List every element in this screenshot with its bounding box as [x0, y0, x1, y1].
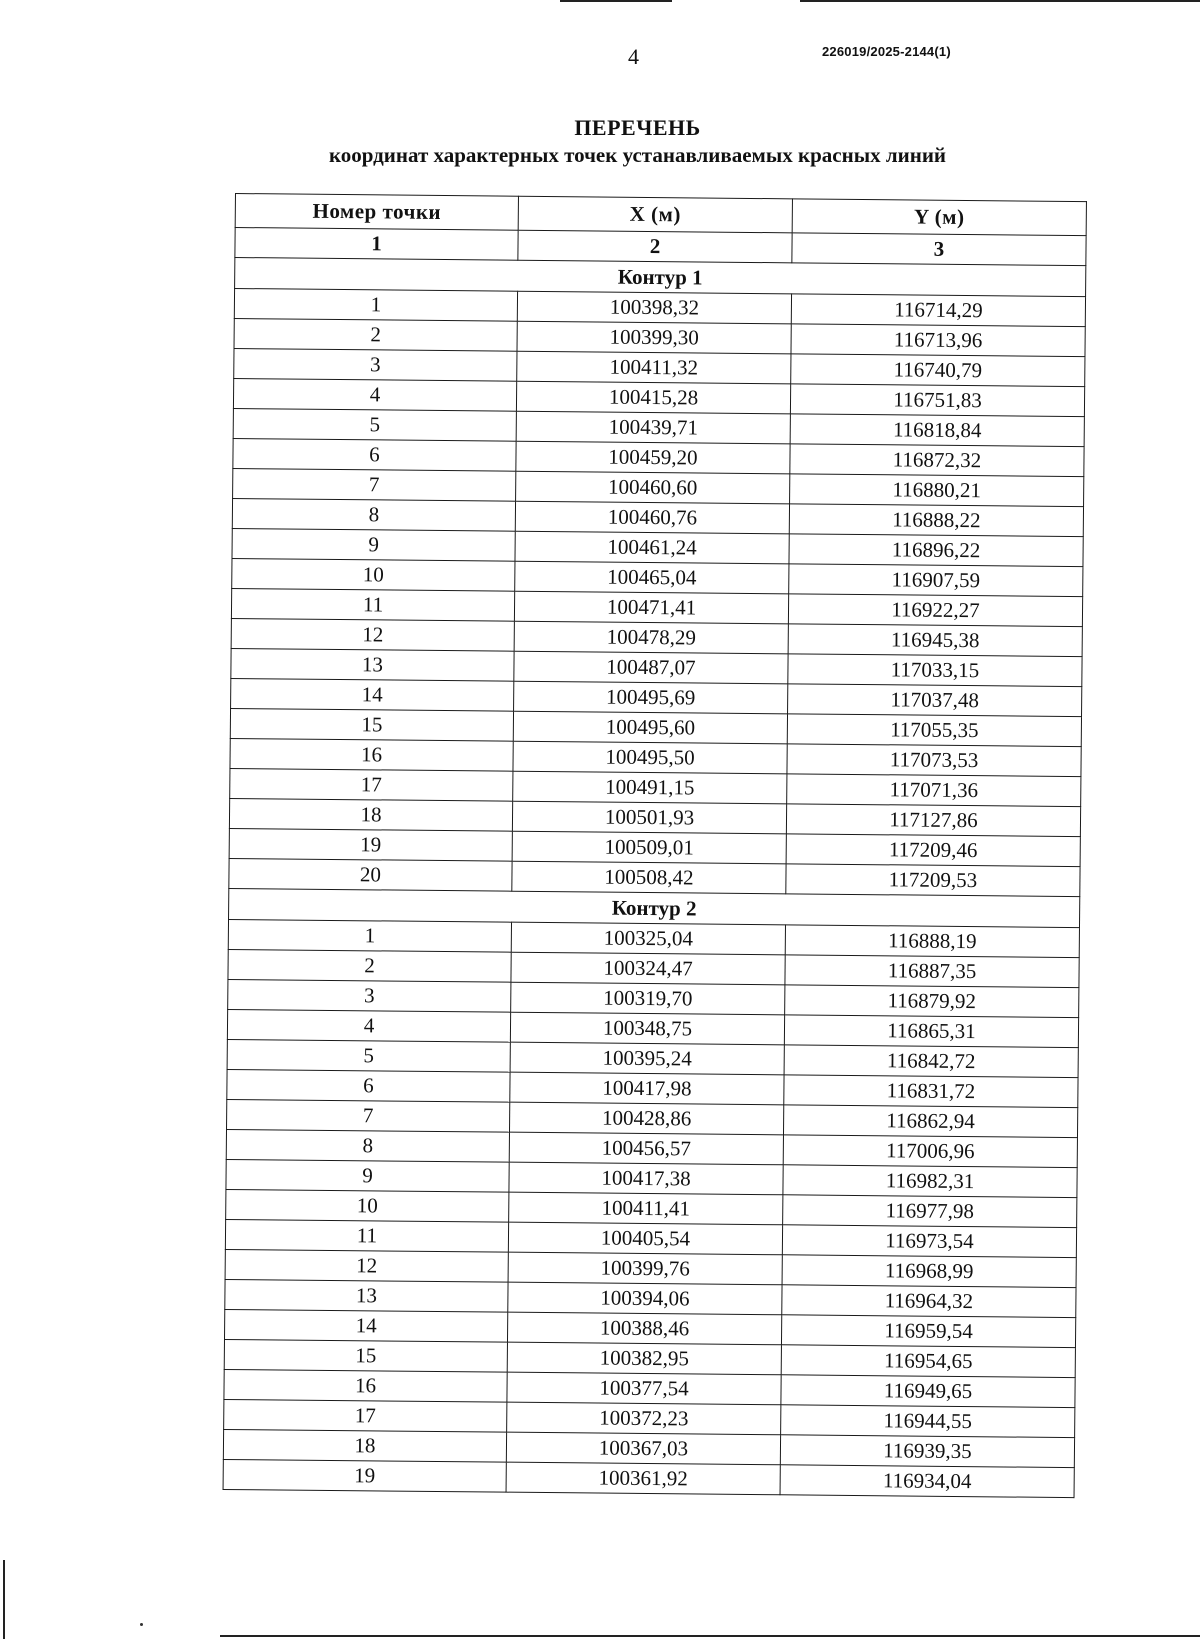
x-coordinate-cell: 100501,93 — [512, 801, 786, 834]
point-number-cell: 9 — [226, 1159, 509, 1192]
point-number-cell: 5 — [227, 1039, 510, 1072]
header-y: Y (м) — [792, 199, 1086, 236]
y-coordinate-cell: 116949,65 — [781, 1375, 1075, 1408]
point-number-cell: 7 — [227, 1099, 510, 1132]
x-coordinate-cell: 100495,50 — [513, 741, 787, 774]
x-coordinate-cell: 100417,38 — [509, 1162, 783, 1195]
y-coordinate-cell: 116714,29 — [791, 294, 1085, 327]
x-coordinate-cell: 100395,24 — [510, 1042, 784, 1075]
x-coordinate-cell: 100478,29 — [514, 621, 788, 654]
point-number-cell: 13 — [225, 1279, 508, 1312]
point-number-cell: 12 — [225, 1249, 508, 1282]
y-coordinate-cell: 116939,35 — [780, 1435, 1074, 1468]
x-coordinate-cell: 100372,23 — [507, 1402, 781, 1435]
x-coordinate-cell: 100361,92 — [506, 1462, 780, 1495]
scan-edge-top-left — [560, 0, 672, 2]
y-coordinate-cell: 116964,32 — [782, 1285, 1076, 1318]
x-coordinate-cell: 100461,24 — [515, 531, 789, 564]
point-number-cell: 19 — [223, 1459, 506, 1492]
y-coordinate-cell: 116831,72 — [784, 1075, 1078, 1108]
scan-edge-bottom — [220, 1635, 1200, 1637]
x-coordinate-cell: 100465,04 — [515, 561, 789, 594]
y-coordinate-cell: 117006,96 — [783, 1135, 1077, 1168]
point-number-cell: 10 — [232, 558, 515, 591]
x-coordinate-cell: 100398,32 — [517, 291, 791, 324]
point-number-cell: 8 — [232, 498, 515, 531]
contour-title: Контур 2 — [229, 888, 1080, 927]
y-coordinate-cell: 116907,59 — [789, 564, 1083, 597]
point-number-cell: 1 — [234, 289, 517, 322]
x-coordinate-cell: 100411,41 — [509, 1192, 783, 1225]
column-number: 2 — [518, 230, 792, 263]
point-number-cell: 10 — [226, 1189, 509, 1222]
y-coordinate-cell: 117073,53 — [787, 744, 1081, 777]
y-coordinate-cell: 116865,31 — [784, 1015, 1078, 1048]
point-number-cell: 15 — [224, 1339, 507, 1372]
point-number-cell: 19 — [229, 828, 512, 861]
contour-title: Контур 1 — [235, 258, 1086, 297]
point-number-cell: 16 — [224, 1369, 507, 1402]
x-coordinate-cell: 100439,71 — [516, 411, 790, 444]
point-number-cell: 12 — [231, 618, 514, 651]
x-coordinate-cell: 100508,42 — [512, 861, 786, 894]
point-number-cell: 1 — [228, 919, 511, 952]
y-coordinate-cell: 117033,15 — [788, 654, 1082, 687]
point-number-cell: 13 — [231, 648, 514, 681]
x-coordinate-cell: 100399,76 — [508, 1252, 782, 1285]
x-coordinate-cell: 100319,70 — [511, 982, 785, 1015]
x-coordinate-cell: 100394,06 — [508, 1282, 782, 1315]
y-coordinate-cell: 116968,99 — [782, 1255, 1076, 1288]
point-number-cell: 3 — [228, 979, 511, 1012]
x-coordinate-cell: 100382,95 — [507, 1342, 781, 1375]
point-number-cell: 5 — [233, 408, 516, 441]
y-coordinate-cell: 117071,36 — [787, 774, 1081, 807]
point-number-cell: 2 — [234, 318, 517, 351]
y-coordinate-cell: 116888,19 — [785, 925, 1079, 958]
y-coordinate-cell: 116973,54 — [782, 1225, 1076, 1258]
y-coordinate-cell: 116713,96 — [791, 324, 1085, 357]
header-point-number: Номер точки — [235, 194, 518, 231]
point-number-cell: 11 — [231, 588, 514, 621]
point-number-cell: 16 — [230, 738, 513, 771]
y-coordinate-cell: 116879,92 — [785, 985, 1079, 1018]
point-number-cell: 18 — [229, 798, 512, 831]
y-coordinate-cell: 117209,53 — [786, 864, 1080, 897]
point-number-cell: 2 — [228, 949, 511, 982]
point-number-cell: 6 — [227, 1069, 510, 1102]
scan-edge-top-right — [800, 0, 1200, 2]
y-coordinate-cell: 116887,35 — [785, 955, 1079, 988]
scan-speck — [140, 1623, 143, 1626]
point-number-cell: 4 — [233, 378, 516, 411]
x-coordinate-cell: 100509,01 — [512, 831, 786, 864]
y-coordinate-cell: 116982,31 — [783, 1165, 1077, 1198]
x-coordinate-cell: 100415,28 — [516, 381, 790, 414]
y-coordinate-cell: 116896,22 — [789, 534, 1083, 567]
y-coordinate-cell: 117037,48 — [788, 684, 1082, 717]
x-coordinate-cell: 100460,60 — [516, 471, 790, 504]
y-coordinate-cell: 116880,21 — [790, 474, 1084, 507]
page-number: 4 — [628, 44, 639, 69]
y-coordinate-cell: 117209,46 — [786, 834, 1080, 867]
y-coordinate-cell: 116977,98 — [783, 1195, 1077, 1228]
y-coordinate-cell: 116945,38 — [788, 624, 1082, 657]
point-number-cell: 9 — [232, 528, 515, 561]
x-coordinate-cell: 100411,32 — [517, 351, 791, 384]
point-number-cell: 7 — [233, 468, 516, 501]
column-number: 3 — [792, 233, 1086, 266]
y-coordinate-cell: 116862,94 — [783, 1105, 1077, 1138]
point-number-cell: 18 — [223, 1429, 506, 1462]
y-coordinate-cell: 116954,65 — [781, 1345, 1075, 1378]
x-coordinate-cell: 100495,69 — [514, 681, 788, 714]
point-number-cell: 17 — [224, 1399, 507, 1432]
point-number-cell: 15 — [230, 708, 513, 741]
point-number-cell: 8 — [226, 1129, 509, 1162]
point-number-cell: 14 — [224, 1309, 507, 1342]
column-number: 1 — [235, 228, 518, 261]
x-coordinate-cell: 100399,30 — [517, 321, 791, 354]
document-subtitle: координат характерных точек устанавливаемых красных линий — [328, 143, 947, 167]
point-number-cell: 3 — [234, 348, 517, 381]
y-coordinate-cell: 116751,83 — [790, 384, 1084, 417]
y-coordinate-cell: 117127,86 — [786, 804, 1080, 837]
x-coordinate-cell: 100456,57 — [509, 1132, 783, 1165]
y-coordinate-cell: 116842,72 — [784, 1045, 1078, 1078]
y-coordinate-cell: 116740,79 — [791, 354, 1085, 387]
x-coordinate-cell: 100428,86 — [509, 1102, 783, 1135]
y-coordinate-cell: 116872,32 — [790, 444, 1084, 477]
x-coordinate-cell: 100367,03 — [506, 1432, 780, 1465]
x-coordinate-cell: 100324,47 — [511, 952, 785, 985]
y-coordinate-cell: 116934,04 — [780, 1465, 1074, 1498]
x-coordinate-cell: 100377,54 — [507, 1372, 781, 1405]
scan-edge-left — [3, 1560, 5, 1639]
document-title: ПЕРЕЧЕНЬ — [574, 115, 701, 140]
point-number-cell: 17 — [230, 768, 513, 801]
header-x: X (м) — [518, 196, 792, 233]
x-coordinate-cell: 100487,07 — [514, 651, 788, 684]
x-coordinate-cell: 100388,46 — [507, 1312, 781, 1345]
x-coordinate-cell: 100405,54 — [508, 1222, 782, 1255]
point-number-cell: 14 — [231, 678, 514, 711]
x-coordinate-cell: 100459,20 — [516, 441, 790, 474]
x-coordinate-cell: 100348,75 — [510, 1012, 784, 1045]
x-coordinate-cell: 100495,60 — [513, 711, 787, 744]
x-coordinate-cell: 100471,41 — [514, 591, 788, 624]
x-coordinate-cell: 100417,98 — [510, 1072, 784, 1105]
x-coordinate-cell: 100460,76 — [515, 501, 789, 534]
y-coordinate-cell: 116922,27 — [788, 594, 1082, 627]
y-coordinate-cell: 117055,35 — [787, 714, 1081, 747]
x-coordinate-cell: 100491,15 — [513, 771, 787, 804]
coordinates-table — [223, 193, 1087, 1498]
y-coordinate-cell: 116818,84 — [790, 414, 1084, 447]
point-number-cell: 11 — [225, 1219, 508, 1252]
y-coordinate-cell: 116944,55 — [781, 1405, 1075, 1438]
document-id: 226019/2025-2144(1) — [822, 44, 951, 59]
point-number-cell: 6 — [233, 438, 516, 471]
point-number-cell: 4 — [227, 1009, 510, 1042]
point-number-cell: 20 — [229, 858, 512, 891]
x-coordinate-cell: 100325,04 — [511, 922, 785, 955]
y-coordinate-cell: 116888,22 — [789, 504, 1083, 537]
y-coordinate-cell: 116959,54 — [781, 1315, 1075, 1348]
